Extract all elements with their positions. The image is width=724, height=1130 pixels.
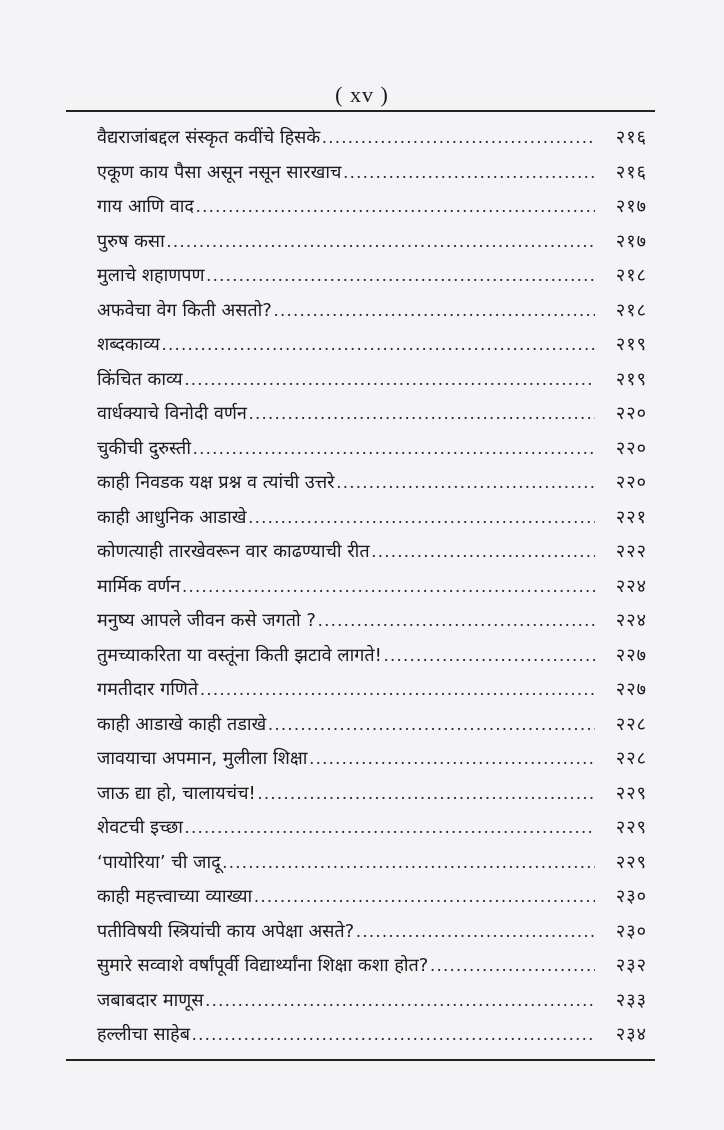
- toc-entry-page-number: २३०: [615, 920, 647, 942]
- toc-entry-title: वार्धक्याचे विनोदी वर्णन: [97, 403, 247, 424]
- toc-entry-page-number: २३०: [615, 886, 647, 907]
- toc-entry-title: तुमच्याकरिता या वस्तूंना किती झटावे लागते!: [97, 644, 382, 666]
- toc-entry-page-number: २२९: [615, 782, 647, 804]
- toc-entry-title: पुरुष कसा: [97, 230, 165, 252]
- toc-entry-page-number: २१९: [615, 334, 647, 355]
- dot-leader: [206, 983, 596, 1018]
- toc-entry: [97, 707, 647, 742]
- toc-entry-title: काही आडाखे काही तडाखे: [97, 713, 267, 735]
- toc-entry-page-number: २२४: [615, 610, 647, 631]
- toc-entry-title: काही महत्त्वाच्या व्याख्या: [97, 886, 253, 907]
- dot-leader: [182, 569, 595, 604]
- dot-leader: [430, 948, 595, 983]
- toc-entry-title: जबाबदार माणूस: [97, 989, 204, 1011]
- toc-entry: [97, 431, 647, 466]
- dot-leader: [185, 810, 595, 845]
- toc-entry: [97, 534, 647, 569]
- toc-entry: [97, 879, 647, 914]
- toc-entry-title: गाय आणि वाद: [97, 196, 194, 217]
- dot-leader: [274, 293, 595, 328]
- top-rule: [66, 110, 655, 112]
- toc-entry-page-number: २१६: [615, 127, 647, 148]
- toc-entry-title: मनुष्य आपले जीवन कसे जगतो ?: [97, 610, 316, 631]
- toc-entry-page-number: २१८: [615, 299, 647, 321]
- dot-leader: [249, 500, 595, 535]
- toc-entry: [97, 845, 647, 880]
- toc-entry-page-number: २२१: [615, 506, 647, 528]
- toc-entry-page-number: २२०: [615, 437, 647, 459]
- toc-entry-page-number: २३२: [615, 955, 647, 976]
- toc-entry: [97, 224, 647, 259]
- toc-entry-page-number: २१८: [615, 265, 647, 286]
- toc-entry: [97, 810, 647, 845]
- toc-entry-page-number: २३३: [615, 989, 647, 1011]
- toc-entry-title: गमतीदार गणिते: [97, 679, 199, 700]
- dot-leader: [384, 638, 595, 673]
- toc-entry-page-number: २२२: [615, 541, 647, 562]
- toc-entry-title: जाऊ द्या हो, चालायचंच!: [97, 782, 256, 804]
- toc-entry-page-number: २१७: [615, 196, 647, 217]
- toc-entry: [97, 293, 647, 328]
- toc-entry-page-number: २२४: [615, 575, 647, 597]
- toc-entry: [97, 120, 647, 155]
- page-number-header: ( xv ): [335, 82, 389, 107]
- toc-entry-page-number: २२९: [615, 851, 647, 873]
- dot-leader: [254, 879, 595, 914]
- toc-entry-page-number: २१७: [615, 230, 647, 252]
- toc-entry: [97, 258, 647, 293]
- dot-leader: [268, 707, 595, 742]
- dot-leader: [318, 603, 595, 638]
- toc-entry: [97, 189, 647, 224]
- dot-leader: [372, 534, 595, 569]
- bottom-rule: [66, 1059, 655, 1061]
- toc-entry: [97, 948, 647, 983]
- toc-entry-title: काही आधुनिक आडाखे: [97, 506, 247, 528]
- toc-entry: [97, 1017, 647, 1052]
- dot-leader: [193, 431, 595, 466]
- toc-entry-page-number: २२७: [615, 679, 647, 700]
- dot-leader: [162, 327, 595, 362]
- toc-entry: [97, 327, 647, 362]
- dot-leader: [343, 155, 595, 190]
- toc-entry-title: चुकीची दुरुस्ती: [97, 437, 191, 459]
- dot-leader: [258, 776, 595, 811]
- toc-entry: [97, 396, 647, 431]
- dot-leader: [207, 258, 596, 293]
- toc-entry-title: हल्लीचा साहेब: [97, 1024, 191, 1045]
- toc-entry: [97, 983, 647, 1018]
- dot-leader: [356, 914, 595, 949]
- dot-leader: [167, 224, 595, 259]
- dot-leader: [309, 741, 595, 776]
- toc-entry-title: सुमारे सव्वाशे वर्षांपूर्वी विद्यार्थ्यांना शिक्षा कशा होत?: [97, 955, 429, 976]
- toc-entry-page-number: २२८: [615, 713, 647, 735]
- toc-entry-page-number: २१६: [615, 161, 647, 183]
- toc-entry-title: काही निवडक यक्ष प्रश्न व त्यांची उत्तरे: [97, 472, 335, 493]
- toc-entry: [97, 362, 647, 397]
- toc-entry-page-number: २२७: [615, 644, 647, 666]
- dot-leader: [249, 396, 595, 431]
- toc-entry-title: एकूण काय पैसा असून नसून सारखाच: [97, 161, 342, 183]
- toc-entry: [97, 776, 647, 811]
- toc-entry-title: मार्मिक वर्णन: [97, 575, 181, 597]
- toc-entry-title: किंचित काव्य: [97, 368, 183, 390]
- dot-leader: [192, 1017, 595, 1052]
- toc-entry-page-number: २१९: [615, 368, 647, 390]
- toc-entry: [97, 672, 647, 707]
- toc-entry-title: पतीविषयी स्त्रियांची काय अपेक्षा असते?: [97, 920, 355, 942]
- toc-entry-title: ‘पायोरिया’ ची जादू: [97, 851, 221, 873]
- toc-entry-title: मुलाचे शहाणपण: [97, 265, 205, 286]
- dot-leader: [185, 362, 595, 397]
- toc-entry-page-number: २२८: [615, 748, 647, 769]
- toc-entry: [97, 914, 647, 949]
- toc-entry: [97, 465, 647, 500]
- dot-leader: [196, 189, 595, 224]
- dot-leader: [223, 845, 595, 880]
- toc-entry-title: अफवेचा वेग किती असतो?: [97, 299, 272, 321]
- toc-entry-page-number: २२०: [615, 472, 647, 493]
- toc-entry: [97, 741, 647, 776]
- toc-entry: [97, 155, 647, 190]
- toc-entry: [97, 569, 647, 604]
- dot-leader: [200, 672, 595, 707]
- toc-entry-title: शब्दकाव्य: [97, 334, 160, 355]
- dot-leader: [322, 120, 595, 155]
- toc-entry-page-number: २३४: [615, 1024, 647, 1045]
- toc-entry-page-number: २२०: [615, 403, 647, 424]
- toc-entry-page-number: २२९: [615, 817, 647, 838]
- toc-entry: [97, 500, 647, 535]
- toc-entry: [97, 603, 647, 638]
- toc-entry: [97, 638, 647, 673]
- toc-entry-title: जावयाचा अपमान, मुलीला शिक्षा: [97, 748, 308, 769]
- toc-entry-title: कोणत्याही तारखेवरून वार काढण्याची रीत: [97, 541, 370, 562]
- toc-entry-title: शेवटची इच्छा: [97, 817, 183, 838]
- table-of-contents: [97, 120, 647, 1052]
- toc-entry-title: वैद्यराजांबद्दल संस्कृत कवींचे हिसके: [97, 127, 321, 148]
- dot-leader: [337, 465, 595, 500]
